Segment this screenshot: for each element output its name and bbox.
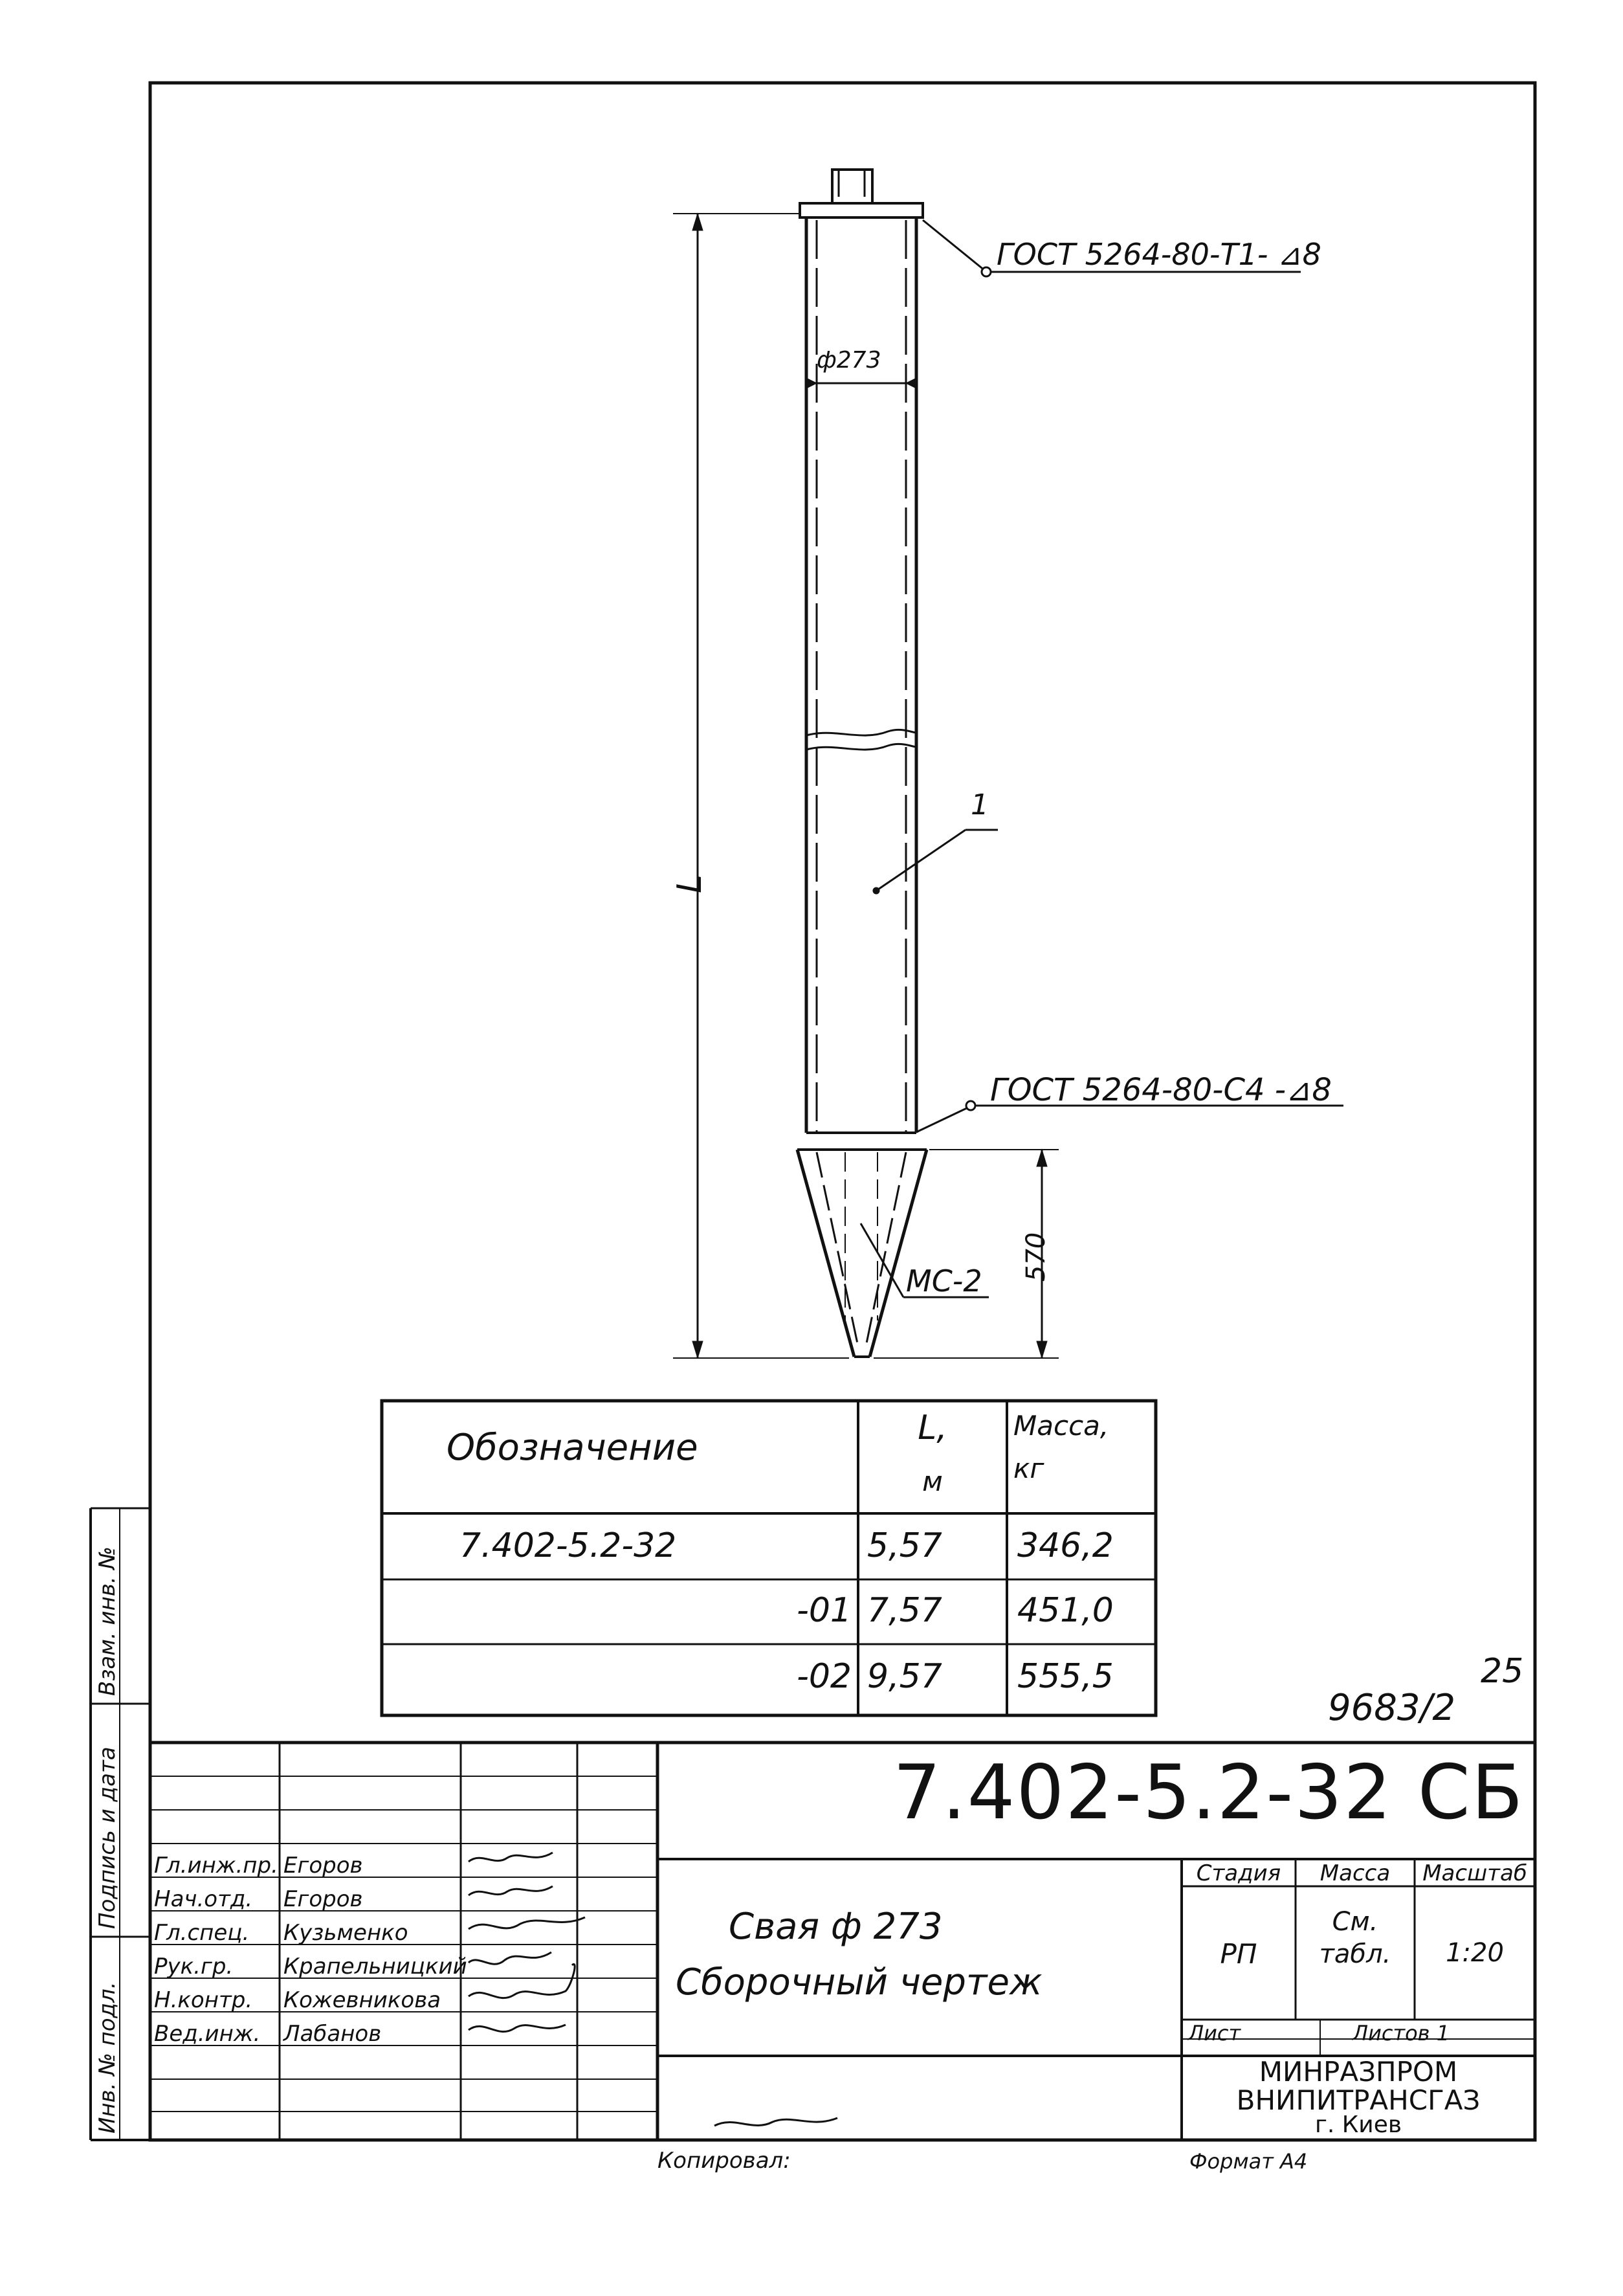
scale-value: 1:20 — [1446, 1938, 1504, 1968]
mass-header: Масса — [1319, 1860, 1391, 1886]
stage-value: РП — [1220, 1938, 1257, 1970]
table-row-designation: 7.402-5.2-32 — [459, 1526, 677, 1565]
signer-name: Лабанов — [283, 2021, 382, 2047]
sheet-label: Лист — [1188, 2021, 1241, 2045]
footer-copied-label: Копировал: — [657, 2148, 791, 2174]
table-row-designation: -02 — [797, 1657, 852, 1696]
signer-role: Гл.спец. — [154, 1920, 250, 1946]
stage-header: Стадия — [1196, 1860, 1281, 1886]
table-header-mass-unit: кг — [1013, 1453, 1044, 1484]
table-row-mass: 346,2 — [1017, 1526, 1114, 1565]
signer-name: Егоров — [283, 1853, 363, 1878]
mass-value-line1: См. — [1332, 1907, 1378, 1937]
sheet-number: 9683/2 — [1328, 1687, 1456, 1729]
table-header-mass: Масса, — [1013, 1410, 1109, 1442]
footer-format-label: Формат А4 — [1189, 2149, 1308, 2174]
scale-header: Масштаб — [1422, 1860, 1527, 1886]
tip-weld-label: МС-2 — [906, 1264, 982, 1298]
weld-top-label: ГОСТ 5264-80-Т1- ⊿8 — [997, 237, 1321, 272]
table-row-length: 5,57 — [867, 1526, 942, 1565]
org-line-1: МИНРАЗПРОМ — [1259, 2056, 1458, 2088]
org-line-2: ВНИПИТРАНСГАЗ — [1236, 2084, 1481, 2116]
signer-role: Гл.инж.пр. — [154, 1853, 278, 1878]
table-header-length: L, — [918, 1409, 947, 1447]
weld-bottom-label: ГОСТ 5264-80-С4 -⊿8 — [990, 1072, 1332, 1108]
table-row-designation: -01 — [797, 1591, 852, 1630]
sheets-label: Листов 1 — [1352, 2021, 1450, 2045]
mass-value-line2: табл. — [1319, 1939, 1391, 1969]
pile-drawing — [673, 170, 1343, 1358]
signer-role: Вед.инж. — [154, 2021, 261, 2047]
page-number: 25 — [1481, 1652, 1524, 1691]
table-row-length: 7,57 — [867, 1591, 942, 1630]
signer-role: Рук.гр. — [154, 1954, 234, 1979]
dimension-length-label: L — [670, 875, 709, 893]
document-code: 7.402-5.2-32 СБ — [893, 1749, 1525, 1836]
title-line-2: Сборочный чертеж — [676, 1961, 1043, 2003]
title-line-1: Свая ф 273 — [729, 1906, 943, 1948]
signer-role: Нач.отд. — [154, 1886, 253, 1912]
tip-length-label: 570 — [1021, 1232, 1051, 1282]
table-row-mass: 451,0 — [1017, 1591, 1114, 1630]
signer-name: Кузьменко — [283, 1920, 408, 1946]
table-header-length-unit: м — [922, 1466, 943, 1497]
strip-signature-date: Подпись и дата — [94, 1746, 120, 1929]
signer-role: Н.контр. — [154, 1987, 253, 2013]
table-row-length: 9,57 — [867, 1657, 942, 1696]
table-header-designation: Обозначение — [447, 1427, 698, 1469]
part-number-label: 1 — [971, 788, 989, 821]
signer-name: Егоров — [283, 1886, 363, 1912]
org-line-3: г. Киев — [1314, 2112, 1402, 2138]
strip-replaced-inv: Взам. инв. № — [94, 1546, 120, 1696]
signer-name: Кожевникова — [283, 1987, 441, 2013]
signer-name: Крапельницкий — [283, 1954, 467, 1979]
table-row-mass: 555,5 — [1017, 1657, 1114, 1696]
diameter-label: ф273 — [817, 347, 881, 373]
strip-inv-original: Инв. № подл. — [94, 1981, 120, 2134]
